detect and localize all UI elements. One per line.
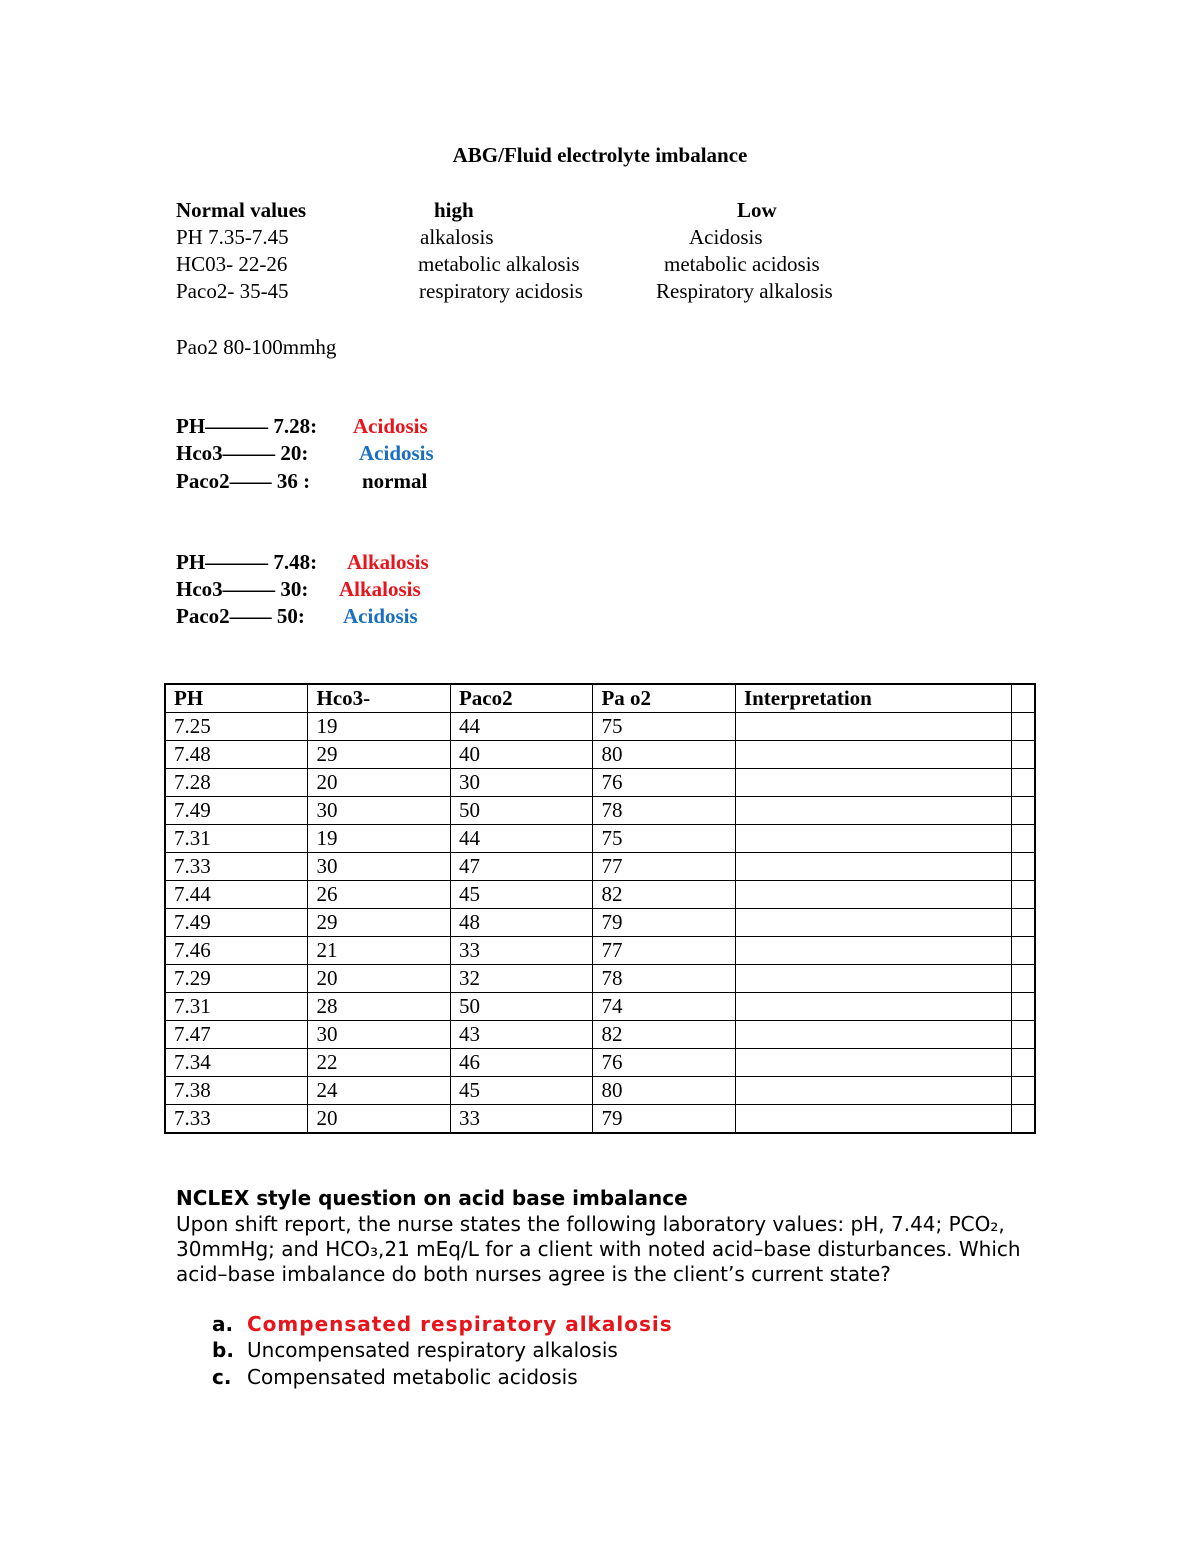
pao2-normal: Pao2 80-100mmhg	[176, 335, 337, 359]
example-label: Paco2–––– 50:	[176, 604, 305, 628]
normal-row-high: respiratory acidosis	[419, 279, 583, 303]
cell-extra	[1011, 1021, 1035, 1049]
answer-option-c[interactable]	[212, 1365, 578, 1389]
normal-values-header: Normal values	[176, 198, 307, 222]
cell-ph: 7.31	[165, 993, 308, 1021]
cell-extra	[1011, 1105, 1035, 1134]
table-row	[165, 741, 1035, 769]
normal-row-low: metabolic acidosis	[664, 252, 820, 276]
col-header-paco2: Paco2	[450, 684, 592, 713]
table-row	[165, 825, 1035, 853]
cell-hco3: 30	[308, 1021, 450, 1049]
normal-row-label: PH 7.35-7.45	[176, 225, 289, 249]
col-header-extra	[1011, 684, 1035, 713]
option-text: Compensated metabolic acidosis	[247, 1365, 578, 1389]
table-row	[165, 853, 1035, 881]
cell-ph: 7.28	[165, 769, 308, 797]
example-label: Hco3––––– 30:	[176, 577, 309, 601]
cell-paco2: 33	[450, 937, 592, 965]
cell-paco2: 40	[450, 741, 592, 769]
option-text: Uncompensated respiratory alkalosis	[247, 1338, 618, 1362]
cell-ph: 7.33	[165, 1105, 308, 1134]
col-header-pao2: Pa o2	[593, 684, 735, 713]
cell-hco3: 29	[308, 741, 450, 769]
cell-pao2: 78	[593, 797, 735, 825]
cell-pao2: 82	[593, 881, 735, 909]
cell-hco3: 19	[308, 825, 450, 853]
page-title: ABG/Fluid electrolyte imbalance	[452, 143, 748, 167]
cell-pao2: 77	[593, 853, 735, 881]
cell-pao2: 82	[593, 1021, 735, 1049]
cell-paco2: 43	[450, 1021, 592, 1049]
cell-interpretation	[735, 965, 1011, 993]
cell-extra	[1011, 825, 1035, 853]
cell-interpretation	[735, 741, 1011, 769]
cell-extra	[1011, 797, 1035, 825]
high-header: high	[434, 198, 474, 222]
answer-option-a[interactable]	[212, 1312, 673, 1336]
cell-hco3: 24	[308, 1077, 450, 1105]
cell-pao2: 79	[593, 909, 735, 937]
cell-interpretation	[735, 909, 1011, 937]
cell-hco3: 30	[308, 853, 450, 881]
table-row	[165, 965, 1035, 993]
answer-option-b[interactable]	[212, 1338, 618, 1362]
cell-interpretation	[735, 881, 1011, 909]
cell-paco2: 33	[450, 1105, 592, 1134]
cell-interpretation	[735, 1021, 1011, 1049]
example-result: Alkalosis	[339, 577, 421, 601]
cell-interpretation	[735, 1077, 1011, 1105]
cell-paco2: 45	[450, 881, 592, 909]
table-row	[165, 909, 1035, 937]
cell-paco2: 44	[450, 825, 592, 853]
cell-extra	[1011, 741, 1035, 769]
cell-interpretation	[735, 937, 1011, 965]
cell-ph: 7.34	[165, 1049, 308, 1077]
cell-ph: 7.29	[165, 965, 308, 993]
table-row	[165, 993, 1035, 1021]
table-row	[165, 881, 1035, 909]
cell-paco2: 48	[450, 909, 592, 937]
cell-pao2: 80	[593, 741, 735, 769]
low-header: Low	[737, 198, 777, 222]
cell-ph: 7.49	[165, 909, 308, 937]
question-body: Upon shift report, the nurse states the following laboratory values: pH, 7.44; PCO₂, 30mmHg; and HCO₃,21 mEq/L for a client with noted acid–base disturbances. Which acid–base imbalance do both nurses agree is the client’s current state?	[176, 1212, 1021, 1286]
cell-pao2: 75	[593, 713, 735, 741]
cell-paco2: 50	[450, 797, 592, 825]
cell-interpretation	[735, 713, 1011, 741]
cell-interpretation	[735, 853, 1011, 881]
table-row	[165, 1077, 1035, 1105]
cell-hco3: 29	[308, 909, 450, 937]
cell-ph: 7.31	[165, 825, 308, 853]
cell-interpretation	[735, 1049, 1011, 1077]
cell-ph: 7.46	[165, 937, 308, 965]
normal-row-high: alkalosis	[420, 225, 494, 249]
cell-ph: 7.38	[165, 1077, 308, 1105]
cell-hco3: 30	[308, 797, 450, 825]
cell-hco3: 20	[308, 965, 450, 993]
cell-interpretation	[735, 993, 1011, 1021]
cell-pao2: 76	[593, 769, 735, 797]
cell-paco2: 47	[450, 853, 592, 881]
cell-extra	[1011, 769, 1035, 797]
cell-hco3: 21	[308, 937, 450, 965]
table-row	[165, 1105, 1035, 1134]
cell-extra	[1011, 909, 1035, 937]
cell-ph: 7.47	[165, 1021, 308, 1049]
cell-extra	[1011, 1049, 1035, 1077]
cell-ph: 7.49	[165, 797, 308, 825]
cell-paco2: 30	[450, 769, 592, 797]
cell-pao2: 80	[593, 1077, 735, 1105]
question-heading: NCLEX style question on acid base imbalance	[176, 1186, 688, 1210]
example-label: Paco2–––– 36 :	[176, 469, 311, 493]
example-label: Hco3––––– 20:	[176, 441, 309, 465]
cell-pao2: 79	[593, 1105, 735, 1134]
cell-extra	[1011, 1077, 1035, 1105]
cell-pao2: 77	[593, 937, 735, 965]
normal-row-low: Acidosis	[689, 225, 763, 249]
cell-interpretation	[735, 797, 1011, 825]
cell-extra	[1011, 937, 1035, 965]
cell-pao2: 74	[593, 993, 735, 1021]
col-header-ph: PH	[165, 684, 308, 713]
cell-paco2: 32	[450, 965, 592, 993]
cell-interpretation	[735, 769, 1011, 797]
example-result: Acidosis	[359, 441, 434, 465]
example-label: PH–––––– 7.28:	[176, 414, 318, 438]
cell-hco3: 26	[308, 881, 450, 909]
cell-interpretation	[735, 1105, 1011, 1134]
example-label: PH–––––– 7.48:	[176, 550, 318, 574]
option-label: a.	[212, 1312, 234, 1336]
cell-extra	[1011, 993, 1035, 1021]
cell-hco3: 20	[308, 769, 450, 797]
col-header-hco3: Hco3-	[308, 684, 450, 713]
example-result: Alkalosis	[347, 550, 429, 574]
example-result: normal	[362, 469, 428, 493]
cell-pao2: 76	[593, 1049, 735, 1077]
cell-hco3: 22	[308, 1049, 450, 1077]
cell-extra	[1011, 965, 1035, 993]
example-result: Acidosis	[343, 604, 418, 628]
cell-paco2: 50	[450, 993, 592, 1021]
table-row	[165, 937, 1035, 965]
table-row	[165, 769, 1035, 797]
table-row	[165, 713, 1035, 741]
cell-ph: 7.44	[165, 881, 308, 909]
option-label: c.	[212, 1365, 232, 1389]
example-result: Acidosis	[353, 414, 428, 438]
cell-hco3: 20	[308, 1105, 450, 1134]
abg-table	[164, 683, 1036, 1134]
cell-paco2: 45	[450, 1077, 592, 1105]
cell-paco2: 44	[450, 713, 592, 741]
cell-paco2: 46	[450, 1049, 592, 1077]
cell-ph: 7.33	[165, 853, 308, 881]
cell-extra	[1011, 881, 1035, 909]
table-header-row	[165, 684, 1035, 713]
table-row	[165, 1021, 1035, 1049]
cell-interpretation	[735, 825, 1011, 853]
cell-extra	[1011, 853, 1035, 881]
option-text: Compensated respiratory alkalosis	[247, 1312, 673, 1336]
normal-row-label: HC03- 22-26	[176, 252, 288, 276]
table-row	[165, 797, 1035, 825]
table-row	[165, 1049, 1035, 1077]
cell-ph: 7.48	[165, 741, 308, 769]
cell-hco3: 28	[308, 993, 450, 1021]
cell-pao2: 75	[593, 825, 735, 853]
cell-hco3: 19	[308, 713, 450, 741]
cell-pao2: 78	[593, 965, 735, 993]
abg-table-body	[165, 713, 1035, 1134]
cell-ph: 7.25	[165, 713, 308, 741]
col-header-interpretation: Interpretation	[735, 684, 1011, 713]
normal-row-high: metabolic alkalosis	[418, 252, 580, 276]
normal-row-label: Paco2- 35-45	[176, 279, 289, 303]
option-label: b.	[212, 1338, 234, 1362]
cell-extra	[1011, 713, 1035, 741]
normal-row-low: Respiratory alkalosis	[656, 279, 833, 303]
